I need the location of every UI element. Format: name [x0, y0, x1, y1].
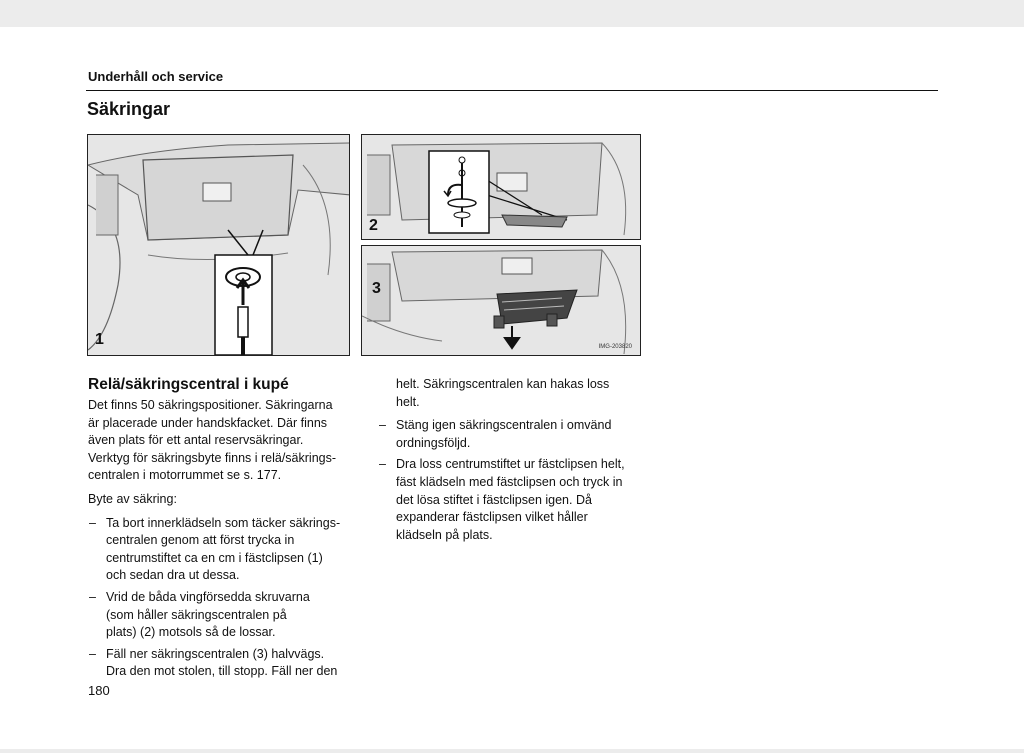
list-item — [88, 589, 363, 642]
subsection-heading: Relä/säkringscentral i kupé — [88, 376, 289, 393]
header-rule — [86, 90, 938, 91]
page-title: Säkringar — [87, 99, 171, 119]
item-line: (som håller säkringscentralen på — [106, 607, 287, 622]
item-line: klädseln på plats. — [396, 527, 493, 542]
item-line: plats) (2) motsols så de lossar. — [106, 625, 276, 640]
intro-paragraph — [88, 397, 363, 485]
section-header: Underhåll och service — [88, 69, 224, 84]
item-line: Fäll ner säkringscentralen (3) halvvägs. — [106, 646, 325, 661]
item-line: och sedan dra ut dessa. — [106, 568, 240, 583]
figure-2-wing-screws — [361, 134, 641, 240]
figure-1-number: 1 — [95, 331, 104, 348]
procedure-list-continued — [378, 417, 653, 544]
figure-3-number: 3 — [372, 280, 381, 297]
page-number: 180 — [88, 683, 110, 698]
item-line: Vrid de båda vingförsedda skruvarna — [106, 589, 310, 604]
item-line: Stäng igen säkringscentralen i omvänd — [396, 418, 612, 433]
continuation-paragraph — [378, 376, 653, 411]
dash-marker: – — [89, 646, 96, 661]
figure-1-glovebox-clip — [87, 134, 350, 356]
intro-line: Det finns 50 säkringspositioner. Säkringarna — [88, 398, 333, 412]
item-line: Ta bort innerklädseln som täcker säkrings- — [106, 515, 341, 530]
figure-1-illustration — [88, 135, 350, 356]
figure-2-illustration — [362, 135, 641, 240]
list-item — [378, 417, 653, 452]
intro-line: centralen i motorrummet se s. 177. — [88, 468, 282, 483]
right-text-column — [378, 376, 653, 548]
list-item — [88, 515, 363, 585]
continuation-line: helt. Säkringscentralen kan hakas loss — [396, 377, 610, 391]
continuation-line: helt. — [396, 394, 420, 409]
image-code: IMG-203820 — [598, 344, 632, 350]
dash-marker: – — [89, 515, 96, 530]
intro-line: även plats för ett antal reservsäkringar. — [88, 433, 304, 448]
figure-2-number: 2 — [369, 217, 378, 234]
item-line: expanderar fästclipsen vilket håller — [396, 510, 588, 525]
dash-marker: – — [379, 457, 386, 472]
manual-page — [0, 27, 1024, 749]
list-item — [88, 646, 363, 681]
list-item — [378, 456, 653, 544]
figure-3-fuse-box-lowered — [361, 245, 641, 356]
figure-3-illustration — [362, 246, 641, 356]
dash-marker: – — [379, 418, 386, 433]
procedure-label: Byte av säkring: — [88, 491, 177, 506]
intro-line: är placerade under handskfacket. Där finns — [88, 415, 328, 430]
item-line: Dra loss centrumstiftet ur fästclipsen helt, — [396, 457, 625, 472]
item-line: centrumstiftet ca en cm i fästclipsen (1) — [106, 550, 323, 565]
intro-line: Verktyg för säkringsbyte finns i relä/säkrings- — [88, 450, 337, 465]
item-line: fäst klädseln med fästclipsen och tryck in — [396, 474, 623, 489]
procedure-list — [88, 515, 363, 681]
item-line: det lösa stiftet i fästclipsen igen. Då — [396, 492, 592, 507]
left-text-column — [88, 375, 363, 685]
item-line: Dra den mot stolen, till stopp. Fäll ner den — [106, 664, 338, 679]
item-line: centralen genom att först trycka in — [106, 533, 295, 548]
dash-marker: – — [89, 589, 96, 604]
item-line: ordningsföljd. — [396, 435, 471, 450]
